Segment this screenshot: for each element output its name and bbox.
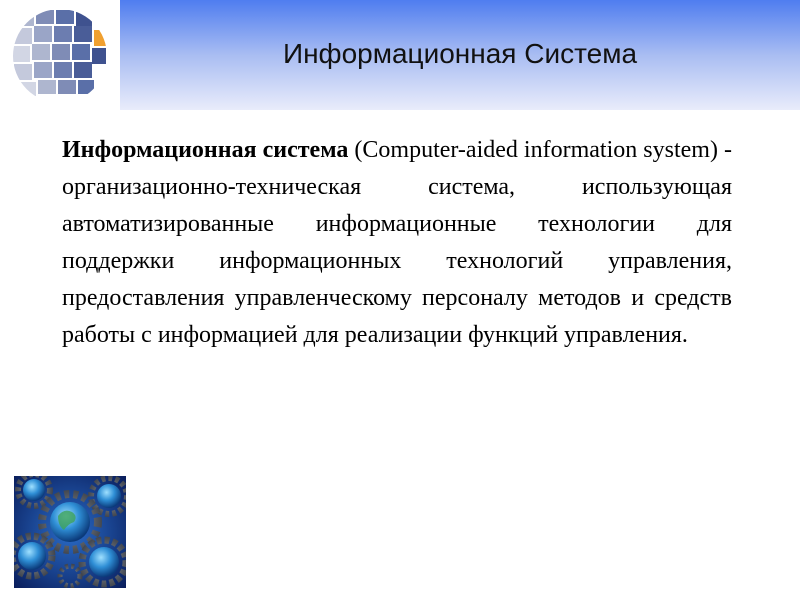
- definition-text: (Computer-aided information system) - организационно-техническая система, использующая автоматизированные информационные технологии для поддержки информационных технологий управления, предоставления управленческому персоналу методов и средств работы с информацией для реализации функций управления.: [62, 137, 732, 348]
- globe-gears-image: [14, 476, 126, 588]
- wireframe-globe-icon: [6, 4, 114, 108]
- definition-term: Информационная система: [62, 137, 349, 163]
- header-logo: [0, 0, 120, 110]
- slide-title: Информационная Система: [282, 38, 638, 69]
- definition-paragraph: [62, 132, 732, 354]
